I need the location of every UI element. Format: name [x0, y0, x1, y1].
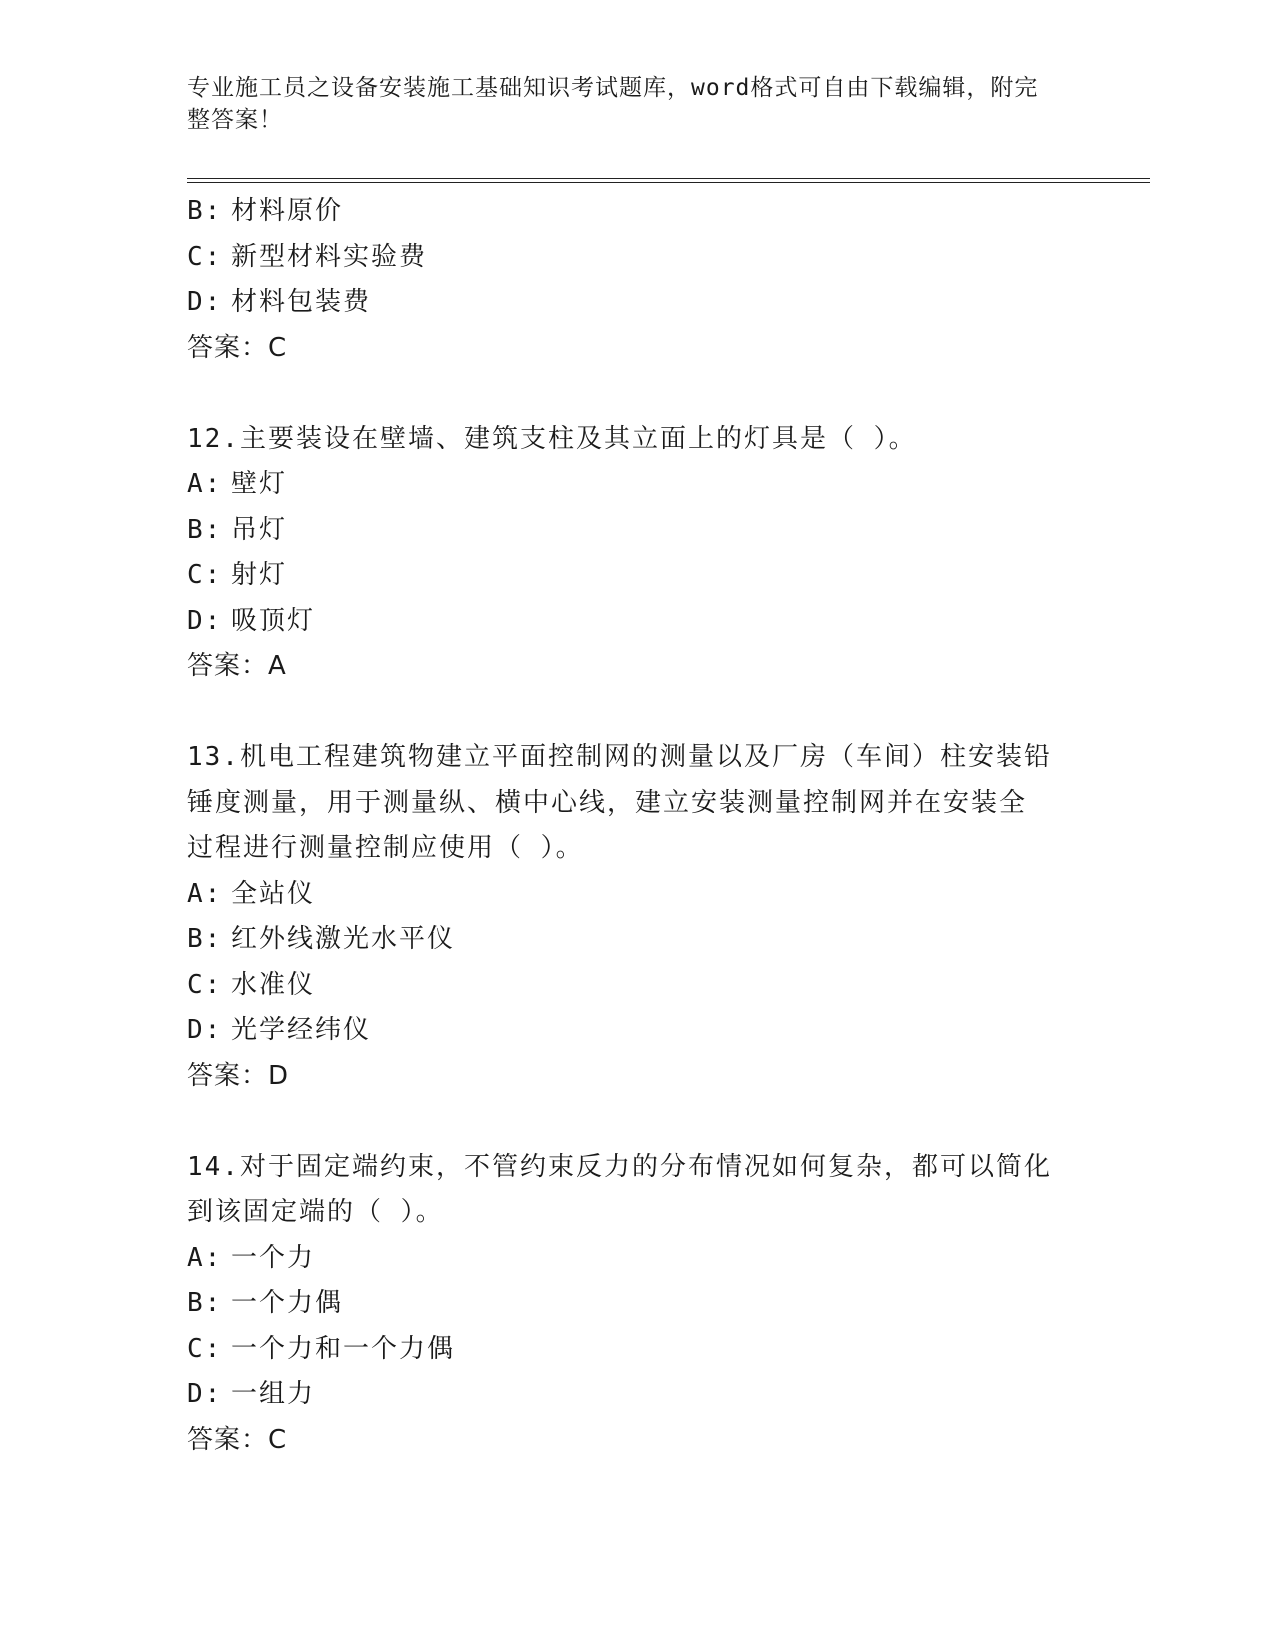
option-letter: D: [187, 605, 223, 636]
option-text: 光学经纬仪 [231, 1015, 372, 1045]
option-letter: B: [187, 924, 223, 954]
option-text: 全站仪 [231, 878, 316, 909]
option-letter: A: [187, 878, 223, 909]
option-text: 一个力偶 [231, 1288, 344, 1318]
option-c [187, 235, 1087, 281]
option-letter: B: [187, 1288, 223, 1318]
question-14 [187, 1145, 1087, 1464]
question-carryover [187, 189, 1087, 371]
option-text: 红外线激光水平仪 [231, 924, 456, 954]
question-13 [187, 735, 1087, 1099]
option-b [187, 1281, 1087, 1327]
answer-line: 答案：A [187, 651, 287, 681]
option-letter: C: [187, 560, 223, 590]
option-text: 材料包装费 [231, 287, 372, 317]
option-d [187, 1008, 1087, 1054]
option-d [187, 1372, 1087, 1418]
option-letter: B: [187, 196, 223, 226]
question-stem-line: 锤度测量，用于测量纵、横中心线，建立安装测量控制网并在安装全 [187, 787, 1028, 818]
option-text: 材料原价 [231, 196, 344, 226]
document-body [187, 189, 1087, 1463]
option-letter: C: [187, 969, 223, 1000]
option-text: 一组力 [231, 1379, 316, 1409]
option-letter: D: [187, 1015, 223, 1045]
option-text: 吊灯 [231, 514, 288, 545]
option-letter: B: [187, 514, 223, 545]
option-text: 新型材料实验费 [231, 241, 428, 272]
option-text: 射灯 [231, 560, 288, 590]
spacer [187, 1099, 1087, 1145]
answer-line: 答案：C [187, 1424, 288, 1455]
option-d [187, 280, 1087, 326]
question-stem-line: 13.机电工程建筑物建立平面控制网的测量以及厂房（车间）柱安装铅 [187, 742, 1052, 772]
option-text: 一个力 [231, 1242, 316, 1273]
question-stem-line: 过程进行测量控制应使用（ ）。 [187, 833, 584, 863]
option-c [187, 963, 1087, 1009]
question-stem-line: 12.主要装设在壁墙、建筑支柱及其立面上的灯具是（ ）。 [187, 423, 917, 454]
option-a [187, 1236, 1087, 1282]
option-a [187, 872, 1087, 918]
option-text: 水准仪 [231, 969, 316, 1000]
option-letter: C: [187, 1333, 223, 1364]
option-b [187, 917, 1087, 963]
answer-line: 答案：C [187, 332, 288, 363]
option-letter: D: [187, 1379, 223, 1409]
option-text: 壁灯 [231, 469, 288, 499]
option-b [187, 189, 1087, 235]
header-title-line-2: 整答案！ [187, 107, 283, 133]
option-a [187, 462, 1087, 508]
option-letter: A: [187, 469, 223, 499]
option-c [187, 1327, 1087, 1373]
question-stem-line: 14.对于固定端约束，不管约束反力的分布情况如何复杂，都可以简化 [187, 1151, 1052, 1182]
option-letter: D: [187, 287, 223, 317]
answer-line: 答案：D [187, 1060, 290, 1091]
option-letter: C: [187, 241, 223, 272]
option-text: 一个力和一个力偶 [231, 1333, 456, 1364]
question-12 [187, 417, 1087, 690]
spacer [187, 371, 1087, 417]
header-divider [187, 178, 1150, 183]
question-stem-line: 到该固定端的（ ）。 [187, 1197, 444, 1227]
option-c [187, 553, 1087, 599]
spacer [187, 690, 1087, 736]
option-b [187, 508, 1087, 554]
header-title-line-1: 专业施工员之设备安装施工基础知识考试题库，word格式可自由下载编辑，附完 [187, 75, 1039, 101]
page-header [187, 72, 1067, 136]
option-text: 吸顶灯 [231, 605, 316, 636]
option-letter: A: [187, 1242, 223, 1273]
option-d [187, 599, 1087, 645]
